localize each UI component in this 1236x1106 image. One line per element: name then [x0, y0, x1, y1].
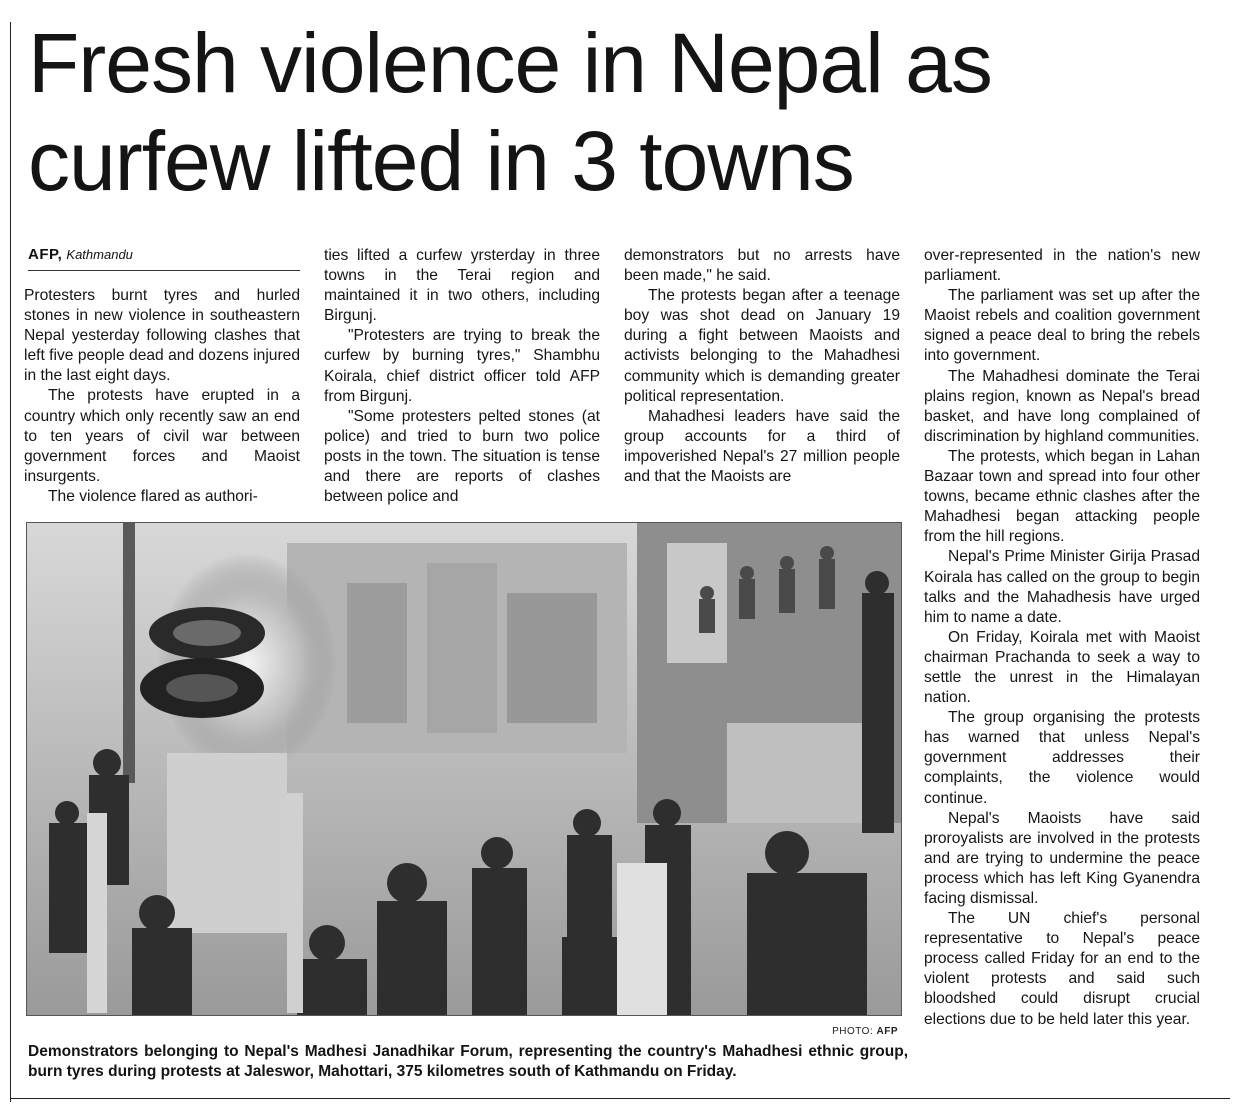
paragraph: Protesters burnt tyres and hurled stones in new violence in southeastern Nepal yesterday following clashes that left five people dead and dozens injured in the last eight days. [24, 287, 300, 385]
article-column-1 [24, 286, 300, 507]
headline: Fresh violence in Nepal as curfew lifted in 3 towns [28, 16, 992, 208]
news-photo [26, 522, 902, 1016]
photo-credit-prefix: PHOTO: [832, 1026, 874, 1037]
paragraph: The protests have erupted in a country which only recently saw an end to ten years of civil war between government forces and Maoist insurgents. [24, 387, 300, 485]
paragraph: The group organising the protests has warned that unless Nepal's government addresses their complaints, the violence would continue. [924, 709, 1200, 807]
byline-agency: AFP, [28, 246, 63, 263]
paragraph: The UN chief's personal representative to Nepal's peace process called Friday for an end to the violent protests and said such bloodshed could disrupt crucial elections due to be held later this year. [924, 910, 1200, 1028]
shop-shutter [727, 723, 867, 823]
byline [28, 246, 300, 271]
building-window [347, 583, 407, 723]
article-column-2 [324, 246, 600, 507]
paragraph: demonstrators but no arrests have been made," he said. [624, 247, 900, 285]
bottom-rule [10, 1098, 1230, 1099]
paragraph: The protests, which began in Lahan Bazaar town and spread into four other towns, became ethnic clashes after the Mahadhesi began attacking people from the hill regions. [924, 447, 1200, 546]
photo-caption: Demonstrators belonging to Nepal's Madhesi Janadhikar Forum, representing the country's Mahadhesi ethnic group, burn tyres during protests at Jaleswor, Mahottari, 375 kilometres south of Kathmandu on Friday. [28, 1043, 908, 1080]
stone-pillar [167, 753, 287, 933]
burning-tyre-hole [173, 620, 241, 646]
building-window [507, 593, 597, 723]
paragraph: ties lifted a curfew yrsterday in three towns in the Terai region and maintained it in two others, including Birgunj. [324, 247, 600, 325]
paragraph: over-represented in the nation's new parliament. [924, 247, 1200, 285]
photo-credit [780, 1026, 898, 1037]
protest-photo-illustration [27, 523, 901, 1015]
paragraph: The violence flared as authori- [48, 487, 258, 505]
burning-tyre-hole [166, 674, 238, 702]
article-column-4 [924, 246, 1200, 1030]
byline-place: Kathmandu [66, 247, 133, 262]
building-window [427, 563, 497, 733]
shop-sign [667, 543, 727, 663]
photo-credit-agency: AFP [876, 1026, 898, 1037]
paragraph: The parliament was set up after the Maoist rebels and coalition government signed a peace deal to bring the rebels into government. [924, 287, 1200, 365]
left-column-rule [10, 22, 11, 1102]
utility-pole [123, 523, 135, 783]
paragraph: "Protesters are trying to break the curfew by burning tyres," Shambhu Koirala, chief district officer told AFP from Birgunj. [324, 327, 600, 405]
paragraph: On Friday, Koirala met with Maoist chairman Prachanda to seek a way to settle the unrest in the Himalayan nation. [924, 628, 1200, 707]
paragraph: The protests began after a teenage boy was shot dead on January 19 during a fight between Maoists and activists belonging to the Mahadhesi community which is demanding greater political representation. [624, 287, 900, 405]
bamboo-pole [287, 793, 303, 1013]
paragraph: Nepal's Prime Minister Girija Prasad Koirala has called on the group to begin talks and the Mahadhesis have urged him to name a date. [924, 548, 1200, 626]
concrete-post [617, 863, 667, 1015]
article-column-3 [624, 246, 900, 487]
paragraph: The Mahadhesi dominate the Terai plains region, known as Nepal's bread basket, and have long complained of discrimination by highland communities. [924, 367, 1200, 445]
paragraph: Nepal's Maoists have said proroyalists are involved in the protests and are trying to undermine the peace process which has left King Gyanendra facing dismissal. [924, 809, 1200, 907]
bamboo-pole [87, 813, 107, 1013]
paragraph: Mahadhesi leaders have said the group accounts for a third of impoverished Nepal's 27 million people and that the Maoists are [624, 407, 900, 486]
paragraph: "Some protesters pelted stones (at police) and tried to burn two police posts in the town. The situation is tense and there are reports of clashes between police and [324, 407, 600, 506]
